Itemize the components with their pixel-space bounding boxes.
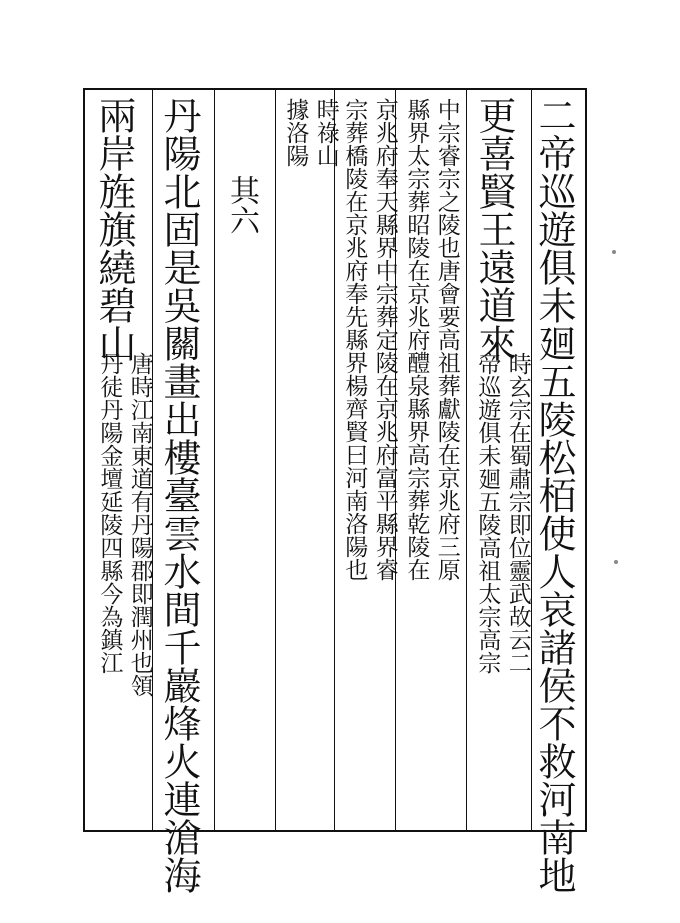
column-divider (214, 90, 215, 832)
section-heading: 其六 (224, 175, 259, 235)
note-line: 據洛陽 (282, 98, 309, 167)
paper-speck (612, 250, 616, 254)
column-divider (275, 90, 276, 832)
note-line: 中宗睿宗之陵也唐會要高祖葬獻陵在京兆府三原 (433, 98, 460, 581)
note-line: 時祿山 (312, 98, 339, 167)
note-line: 帝巡遊俱未廻五陵高祖太宗高宗 (474, 352, 501, 674)
column-divider (466, 90, 467, 832)
note-line: 縣界太宗葬昭陵在京兆府醴泉縣界高宗葬乾陵在 (403, 98, 430, 581)
commentary-note (339, 98, 400, 823)
commentary-note (280, 98, 341, 823)
note-line: 唐時江南東道有丹陽郡即潤州也領 (126, 352, 153, 697)
note-line: 宗葬橋陵在京兆府奉先縣界楊齊賢曰河南洛陽也 (341, 98, 368, 581)
paper-speck (614, 560, 618, 564)
commentary-note (94, 352, 155, 822)
commentary-note (472, 352, 533, 822)
note-line: 丹徒丹陽金壇延陵四縣今為鎮江 (96, 352, 123, 674)
commentary-note (401, 98, 462, 823)
poem-line-2: 更喜賢王遠道來 (472, 96, 516, 362)
poem-line-1: 二帝巡遊俱未廻五陵松栢使人哀諸侯不救河南地 (532, 96, 576, 894)
poem-line-3: 丹陽北固是吳關畫出樓臺雲水間千巖烽火連滄海 (157, 96, 201, 894)
poem-line-4: 兩岸旌旗繞碧山 (92, 96, 136, 362)
note-line: 時玄宗在蜀肅宗即位靈武故云二 (504, 352, 531, 674)
note-line: 京兆府奉天縣界中宗葬定陵在京兆府富平縣界睿 (371, 98, 398, 581)
